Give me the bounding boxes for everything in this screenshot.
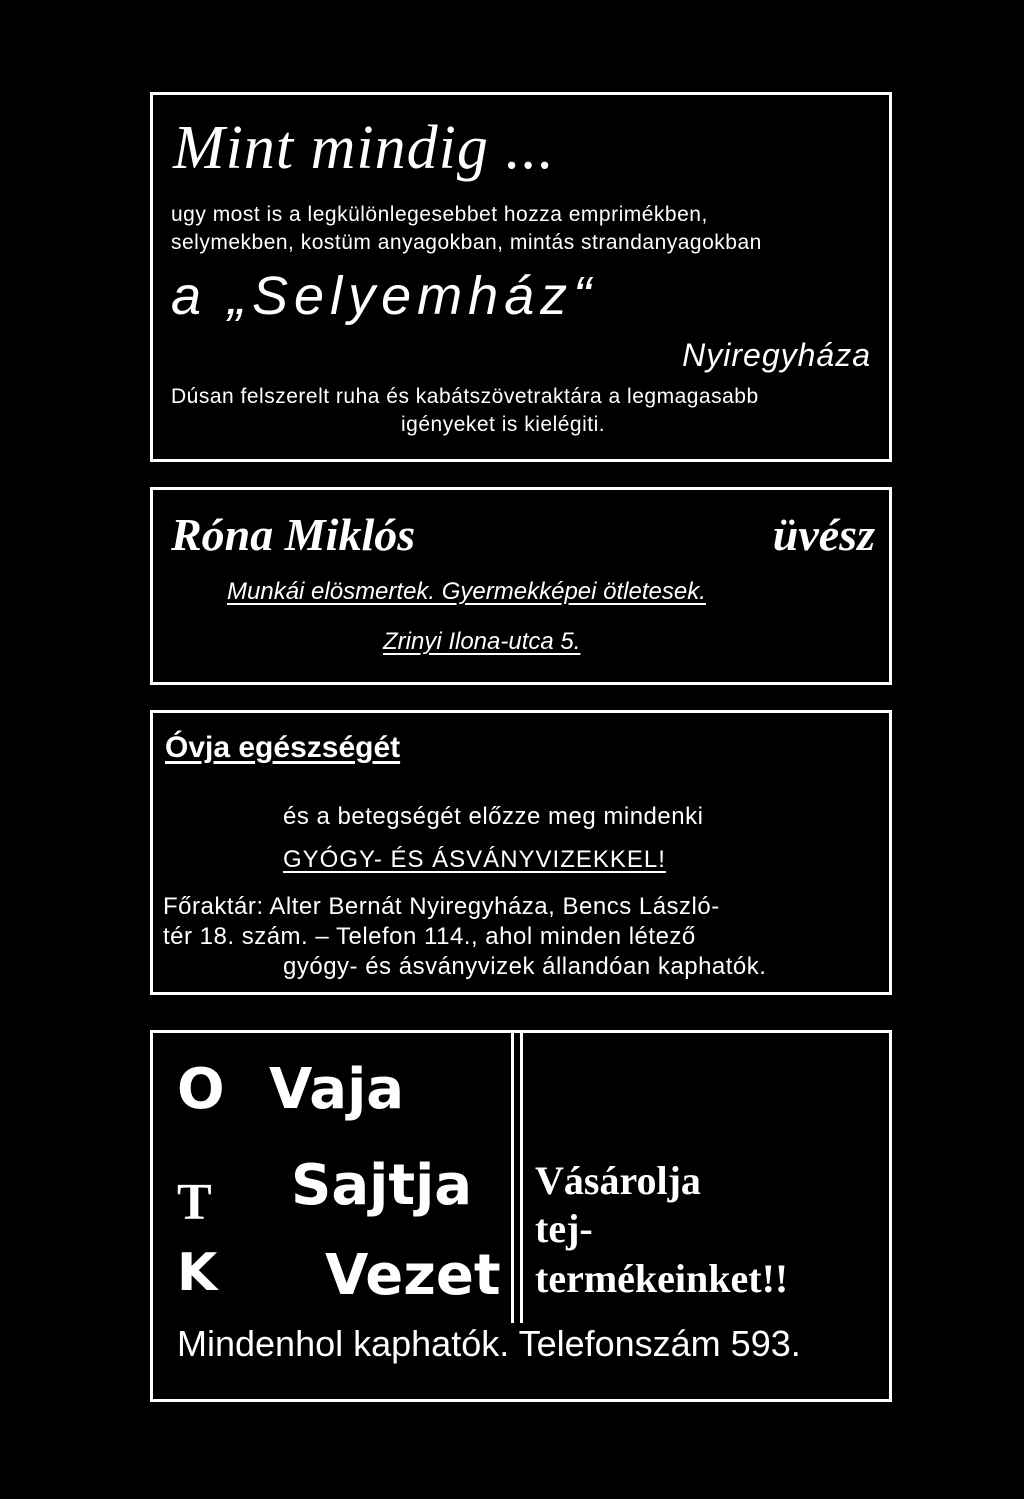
ad2-name: Róna Miklós — [171, 509, 416, 560]
ad3-headline: Óvja egészségét — [165, 731, 401, 764]
ad-gyogyviz — [150, 710, 892, 995]
ad3-line-2: GYÓGY- ÉS ÁSVÁNYVIZEKKEL! — [283, 846, 666, 873]
ad2-trade: üvész — [772, 509, 875, 560]
ad4-word-sajtja: Sajtja — [291, 1153, 473, 1218]
ad1-line-3: Dúsan felszerelt ruha és kabátszövetraktára a legmagasabb — [171, 385, 759, 408]
ad4-column-divider — [511, 1033, 523, 1323]
ad4-word-vezet: Vezet — [325, 1243, 501, 1308]
ad4-letter-t: T — [177, 1174, 212, 1231]
ad4-right-line-3: termékeinket!! — [535, 1256, 789, 1301]
ad1-line-1: ugy most is a legkülönlegesebbet hozza emprimékben, — [171, 203, 708, 226]
ad1-city: Nyiregyháza — [682, 337, 871, 373]
ad3-line-4: tér 18. szám. – Telefon 114., ahol minden létező — [163, 923, 696, 950]
ad4-right-line-1: Vásárolja — [535, 1158, 701, 1203]
ad4-letter-k: K — [177, 1243, 218, 1303]
ad1-brand: a „Selyemház“ — [171, 266, 598, 326]
ad2-slogan: Munkái elösmertek. Gyermekképei ötletesek. — [227, 578, 706, 605]
ad1-line-2: selymekben, kostüm anyagokban, mintás strandanyagokban — [171, 231, 762, 254]
ad4-word-vaja: Vaja — [269, 1057, 405, 1122]
ad1-line-4: igényeket is kielégiti. — [401, 413, 606, 436]
ad4-footer: Mindenhol kaphatók. Telefonszám 593. — [177, 1323, 801, 1364]
ad-selyemhaz — [150, 92, 892, 462]
ad-otk-vaja — [150, 1030, 892, 1402]
ad3-line-1: és a betegségét előzze meg mindenki — [283, 803, 704, 830]
ad4-right-line-2: tej- — [535, 1206, 593, 1251]
ad-rona-miklos — [150, 487, 892, 685]
ad4-letter-o: O — [177, 1057, 225, 1122]
ad2-address: Zrinyi Ilona-utca 5. — [383, 628, 581, 655]
ad3-line-3: Főraktár: Alter Bernát Nyiregyháza, Bencs László- — [163, 893, 720, 920]
ad1-headline: Mint mindig ... — [173, 114, 555, 182]
ad3-line-5: gyógy- és ásványvizek állandóan kaphatók. — [283, 953, 767, 980]
